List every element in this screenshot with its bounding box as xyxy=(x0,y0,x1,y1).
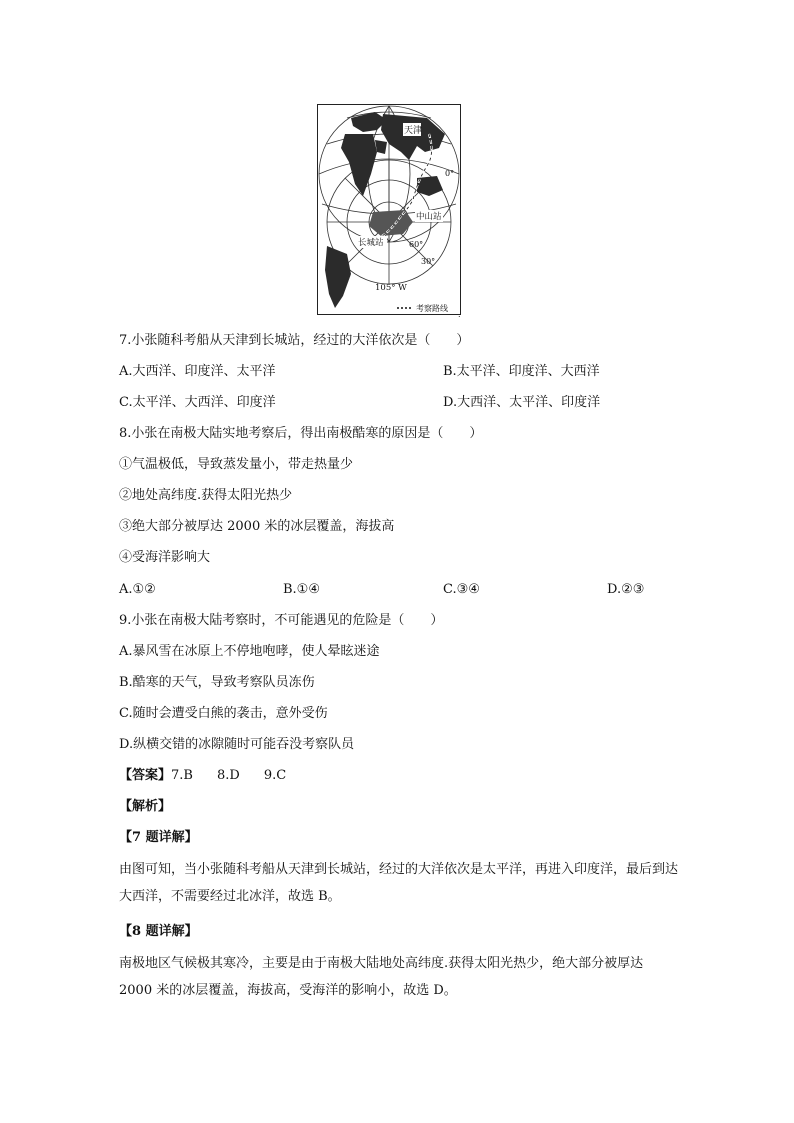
answer-7: 7.B xyxy=(171,768,193,783)
answer-8: 8.D xyxy=(216,768,240,783)
answer-9: 9.C xyxy=(263,768,287,783)
trailing-dot: . xyxy=(458,310,461,319)
q8-option-d: D.②③ xyxy=(607,582,645,597)
map-label-tianjin: 天津 xyxy=(404,126,423,136)
q7-option-a: A.大西洋、印度洋、太平洋 xyxy=(119,364,276,379)
q9-option-d: D.纵横交错的冰隙随时可能吞没考察队员 xyxy=(119,737,355,752)
q9-option-b: B.酷寒的天气，导致考察队员冻伤 xyxy=(119,675,315,690)
q7-option-d: D.大西洋、太平洋、印度洋 xyxy=(443,395,601,410)
q7-option-c: C.太平洋、大西洋、印度洋 xyxy=(119,395,276,410)
detail-7-text: 由图可知，当小张随科考船从天津到长城站，经过的大洋依次是太平洋，再进入印度洋，最后到达大西洋，不需要经过北冰洋，故选 B。 xyxy=(119,862,679,904)
q8-stem: 8.小张在南极大陆实地考察后，得出南极酷寒的原因是（ ） xyxy=(119,426,483,441)
answer-line xyxy=(119,767,310,785)
analysis-label: 【解析】 xyxy=(119,799,172,814)
q8-statement-4: ④受海洋影响大 xyxy=(119,550,211,565)
q8-option-a: A.①② xyxy=(119,582,156,597)
q8-statement-2: ②地处高纬度.获得太阳光热少 xyxy=(119,488,293,503)
map-label-changcheng: 长城站 xyxy=(358,238,384,248)
answer-label: 【答案】 xyxy=(119,768,172,783)
detail-8-text: 南极地区气候极其寒冷，主要是由于南极大陆地处高纬度.获得太阳光热少，绝大部分被厚达 2000 米的冰层覆盖，海拔高，受海洋的影响小，故选 D。 xyxy=(119,956,644,998)
route-legend-label: 考察路线 xyxy=(416,304,448,313)
q8-option-c: C.③④ xyxy=(443,582,480,597)
map-label-zhongshan: 中山站 xyxy=(416,212,442,222)
q8-option-b: B.①④ xyxy=(283,582,320,597)
detail-8-label: 【8 题详解】 xyxy=(119,924,198,939)
detail-7-label: 【7 题详解】 xyxy=(119,830,198,845)
map-label-30deg: 30° xyxy=(421,257,436,266)
q7-option-b: B.太平洋、印度洋、大西洋 xyxy=(443,364,600,379)
q9-option-a: A.暴风雪在冰原上不停地咆哮，使人晕眩迷途 xyxy=(119,644,380,659)
map-label-60deg: 60° xyxy=(409,240,424,249)
q8-statement-3: ③绝大部分被厚达 2000 米的冰层覆盖，海拔高 xyxy=(119,519,395,534)
q9-option-c: C.随时会遭受白熊的袭击，意外受伤 xyxy=(119,706,328,721)
q7-stem: 7.小张随科考船从天津到长城站，经过的大洋依次是（ ） xyxy=(119,333,470,348)
map-label-longitude: 105° W xyxy=(375,283,407,293)
antarctic-route-map xyxy=(317,104,461,315)
map-label-0deg: 0° xyxy=(445,169,455,178)
q8-statement-1: ①气温极低，导致蒸发量小，带走热量少 xyxy=(119,457,354,472)
q9-stem: 9.小张在南极大陆考察时，不可能遇见的危险是（ ） xyxy=(119,613,444,628)
